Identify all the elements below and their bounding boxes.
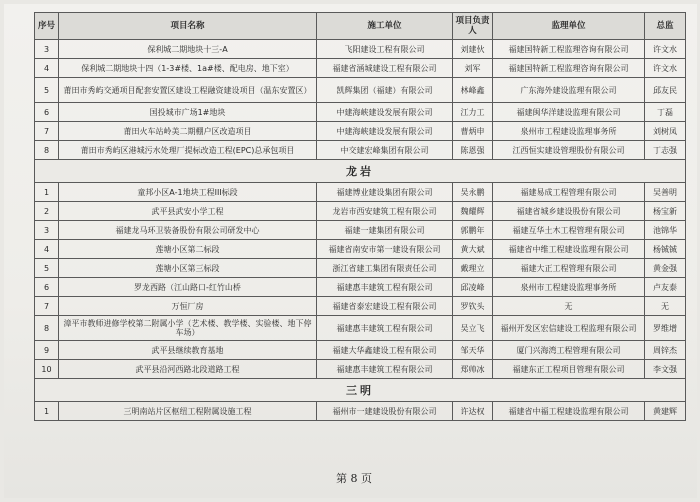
cell-project-name: 国投城市广场1#地块 [59,103,317,122]
cell-chief: 邱友民 [645,78,686,103]
cell-num: 3 [35,40,59,59]
table-row [35,360,686,379]
cell-builder: 浙江省建工集团有限责任公司 [317,259,453,278]
cell-builder: 福建省南安市第一建设有限公司 [317,240,453,259]
cell-num: 1 [35,183,59,202]
cell-project-name: 莆田市秀屿区港城污水处理厂提标改造工程(EPC)总承包项目 [59,141,317,160]
cell-num: 1 [35,402,59,421]
cell-chief: 丁志强 [645,141,686,160]
cell-project-name: 福建龙马环卫装备股份有限公司研发中心 [59,221,317,240]
cell-manager: 邱凌峰 [453,278,493,297]
cell-num: 4 [35,59,59,78]
cell-supervisor: 泉州市工程建设监理事务所 [493,278,645,297]
cell-project-name: 莆田火车站岭美二期棚户区改造项目 [59,122,317,141]
cell-project-name: 武平县沿河西路北段道路工程 [59,360,317,379]
table-row [35,59,686,78]
cell-manager: 戴理立 [453,259,493,278]
cell-manager: 刘建伙 [453,40,493,59]
cell-chief: 刘树凤 [645,122,686,141]
cell-num: 4 [35,240,59,259]
cell-builder: 飞阳建设工程有限公司 [317,40,453,59]
cell-builder: 龙岩市西安建筑工程有限公司 [317,202,453,221]
cell-num: 3 [35,221,59,240]
cell-num: 9 [35,341,59,360]
cell-manager: 刘军 [453,59,493,78]
header-manager: 项目负责人 [453,13,493,40]
cell-builder: 福建省泰宏建设工程有限公司 [317,297,453,316]
cell-supervisor: 福建东正工程项目管理有限公司 [493,360,645,379]
cell-manager: 江力工 [453,103,493,122]
cell-supervisor: 福建国特新工程监理咨询有限公司 [493,40,645,59]
cell-num: 2 [35,202,59,221]
cell-project-name: 莲塘小区第三标段 [59,259,317,278]
cell-project-name: 莲塘小区第二标段 [59,240,317,259]
cell-manager: 林峰鑫 [453,78,493,103]
cell-num: 6 [35,103,59,122]
cell-project-name: 漳平市教师进修学校第二附属小学（艺术楼、教学楼、实验楼、地下停车场） [59,316,317,341]
cell-manager: 陈恩强 [453,141,493,160]
section-header-row [35,379,686,402]
cell-num: 5 [35,259,59,278]
cell-manager: 魏耀辉 [453,202,493,221]
cell-chief: 卢友泰 [645,278,686,297]
cell-manager: 郑帅冰 [453,360,493,379]
cell-supervisor: 福州开发区宏信建设工程监理有限公司 [493,316,645,341]
table-row [35,122,686,141]
cell-chief: 罗维增 [645,316,686,341]
table-row [35,402,686,421]
cell-supervisor: 福建省中维工程建设监理有限公司 [493,240,645,259]
cell-supervisor: 泉州市工程建设监理事务所 [493,122,645,141]
table-row [35,78,686,103]
table-row [35,259,686,278]
section-title: 龙岩 [35,160,686,183]
cell-builder: 凯辉集团（福建）有限公司 [317,78,453,103]
cell-builder: 福建惠丰建筑工程有限公司 [317,360,453,379]
header-supervisor: 监理单位 [493,13,645,40]
cell-builder: 福州市一建建设股份有限公司 [317,402,453,421]
cell-manager: 郭鹏年 [453,221,493,240]
table-row [35,240,686,259]
cell-chief: 黄金强 [645,259,686,278]
table-row [35,341,686,360]
cell-num: 10 [35,360,59,379]
cell-builder: 中交建宏峰集团有限公司 [317,141,453,160]
cell-manager: 吴永鹏 [453,183,493,202]
cell-chief: 池锦华 [645,221,686,240]
table-row [35,103,686,122]
cell-num: 7 [35,297,59,316]
cell-builder: 福建一建集团有限公司 [317,221,453,240]
cell-chief: 李文强 [645,360,686,379]
cell-project-name: 童邦小区A-1地块工程III标段 [59,183,317,202]
cell-supervisor: 厦门兴海湾工程管理有限公司 [493,341,645,360]
table-row [35,316,686,341]
table-row [35,202,686,221]
section-title: 三明 [35,379,686,402]
cell-chief: 杨宝新 [645,202,686,221]
cell-manager: 曹炳申 [453,122,493,141]
cell-num: 8 [35,141,59,160]
cell-supervisor: 福建省城乡建设股份有限公司 [493,202,645,221]
cell-manager: 吴立飞 [453,316,493,341]
cell-manager: 邹天华 [453,341,493,360]
cell-supervisor: 江西恒实建设管理股份有限公司 [493,141,645,160]
table-row [35,297,686,316]
cell-project-name: 罗龙西路（江山路口-红竹山桥 [59,278,317,297]
cell-supervisor: 福建省中福工程建设监理有限公司 [493,402,645,421]
cell-builder: 福建大华鑫建设工程有限公司 [317,341,453,360]
cell-supervisor: 福建大正工程管理有限公司 [493,259,645,278]
cell-chief: 杨铖铖 [645,240,686,259]
cell-project-name: 三明南站片区枢纽工程附属设施工程 [59,402,317,421]
cell-num: 8 [35,316,59,341]
cell-builder: 福建博业建设集团有限公司 [317,183,453,202]
project-table [34,12,686,421]
table-row [35,221,686,240]
table-row [35,40,686,59]
cell-project-name: 保利城二期地块十三-A [59,40,317,59]
cell-project-name: 莆田市秀屿交通项目配套安置区建设工程融资建设项目（温东安置区） [59,78,317,103]
header-name: 项目名称 [59,13,317,40]
cell-num: 6 [35,278,59,297]
page-number: 第 8 页 [336,472,372,485]
cell-project-name: 保利城二期地块十四（1-3#楼、1a#楼、配电房、地下室） [59,59,317,78]
cell-num: 7 [35,122,59,141]
table-row [35,183,686,202]
cell-chief: 丁磊 [645,103,686,122]
cell-chief: 许文水 [645,59,686,78]
cell-manager: 许达权 [453,402,493,421]
cell-manager: 罗钦头 [453,297,493,316]
cell-builder: 中建海峡建设发展有限公司 [317,122,453,141]
cell-builder: 福建省涵城建设工程有限公司 [317,59,453,78]
section-header-row [35,160,686,183]
table-row [35,278,686,297]
cell-chief: 吴善明 [645,183,686,202]
document-page [4,4,697,498]
cell-chief: 无 [645,297,686,316]
cell-chief: 黄建辉 [645,402,686,421]
cell-supervisor: 福建互华土木工程管理有限公司 [493,221,645,240]
cell-num: 5 [35,78,59,103]
cell-supervisor: 福建闽华洋建设监理有限公司 [493,103,645,122]
cell-manager: 黄大斌 [453,240,493,259]
cell-builder: 福建惠丰建筑工程有限公司 [317,278,453,297]
cell-chief: 周锌杰 [645,341,686,360]
header-chief: 总监 [645,13,686,40]
cell-project-name: 万恒厂房 [59,297,317,316]
cell-project-name: 武平县武安小学工程 [59,202,317,221]
cell-supervisor: 无 [493,297,645,316]
header-builder: 施工单位 [317,13,453,40]
cell-project-name: 武平县继续教育基地 [59,341,317,360]
cell-builder: 福建惠丰建筑工程有限公司 [317,316,453,341]
cell-supervisor: 广东海外建设监理有限公司 [493,78,645,103]
cell-chief: 许文水 [645,40,686,59]
cell-supervisor: 福建易成工程管理有限公司 [493,183,645,202]
table-body [35,40,686,421]
header-num: 序号 [35,13,59,40]
cell-supervisor: 福建国特新工程监理咨询有限公司 [493,59,645,78]
header-row [35,13,686,40]
cell-builder: 中建海峡建设发展有限公司 [317,103,453,122]
table-row [35,141,686,160]
